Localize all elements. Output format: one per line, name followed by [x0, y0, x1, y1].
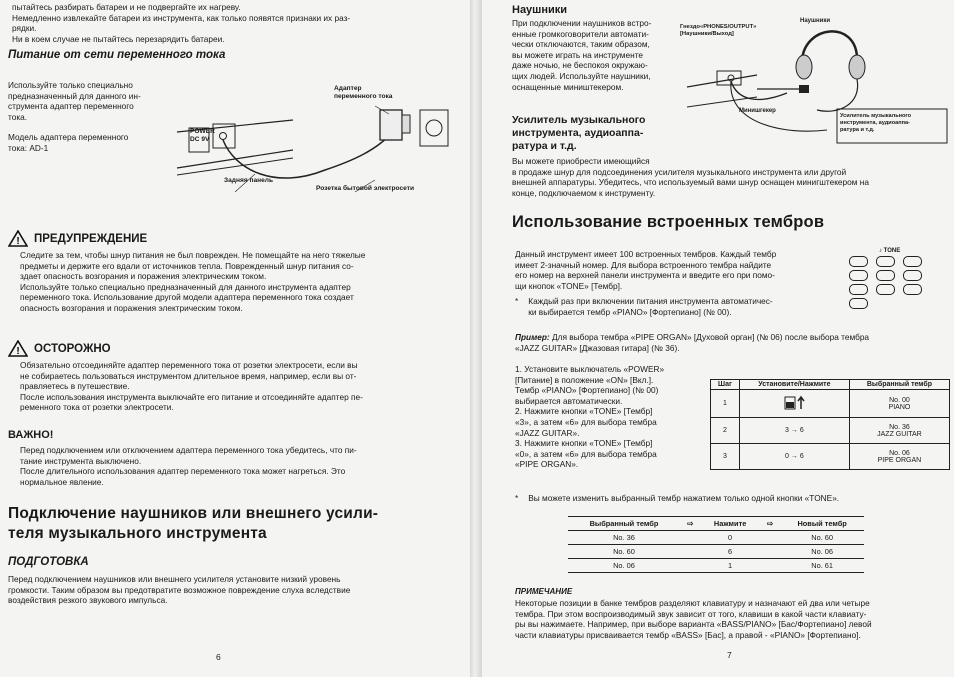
- example-text: Пример: Для выбора тембра «PIPE ORGAN» [Духовой орган] (№ 06) после выбора тембра «JAZZ GUITAR» [Джазовая гитара] (№ 36).: [515, 332, 870, 353]
- tone-key-4[interactable]: [849, 270, 868, 281]
- tone-key-3[interactable]: [903, 284, 922, 295]
- caution-heading: ! ОСТОРОЖНО: [8, 340, 111, 357]
- amplifier-title: Усилитель музыкального инструмента, аудиоаппа- ратура и т.д.: [512, 114, 646, 152]
- page-number: 7: [727, 650, 732, 660]
- miniplug-label: Минишгекер: [739, 108, 776, 114]
- rear-panel-label: Задняя панель: [224, 177, 274, 184]
- one-key-note: * Вы можете изменить выбранный тембр нажатием только одной кнопки «TONE».: [515, 493, 840, 503]
- step-table: Шаг Установите/Нажмите Выбранный тембр 1 No. 00 PIANO 2 3 → 6 No. 36 JAZZ GUITAR 3 0 → 6 No. 06 PIPE ORGAN: [710, 379, 950, 470]
- right-page: [482, 0, 954, 677]
- tones-intro-text: Данный инструмент имеет 100 встроенных тембров. Каждый тембр имеет 2-значный номер. Для выбора встроенного тембра найдите его номер на верхней панели инструмента и введите его при помо- щи кнопок «TONE» [Тембр].: [515, 249, 777, 291]
- page-number: 6: [216, 652, 221, 662]
- battery-text: пытайтесь разбирать батареи и не подвергайте их нагреву. Немедленно извлекайте батареи из инструмента, как только появятся признаки их раз- рядки. Ни в коем случае не пытайтесь перезарядить батареи.: [12, 2, 351, 44]
- tone-key-5[interactable]: [876, 270, 895, 281]
- adapter-illustration: [175, 80, 465, 198]
- warning-text: Следите за тем, чтобы шнур питания не был поврежден. Не помещайте на него тяжелые предметы и держите его вдали от источников тепла. Поврежденный шнур питания со- здает опасность возгорания и поражения электрическим током. Используйте только специально предназначенный для данного инструмента адаптер переменного тока. Использование другой модели адаптера переменного тока создает опасность возгорания и поражения электрическим током.: [20, 250, 366, 313]
- headphones-text: При подключении наушников встро- енные громкоговорители автомати- чески отключаются, таким образом, вы можете играть на инструменте даже ночью, не беспокоя окружаю- щих людей. Используйте наушники, оснащенные миништекером.: [512, 18, 652, 92]
- tones-section-title: Использование встроенных тембров: [512, 213, 825, 231]
- jack-label: POWER DC 9V: [190, 128, 215, 143]
- socket-label: Розетка бытовой электросети: [316, 185, 415, 192]
- caution-text: Обязательно отсоединяйте адаптер переменного тока от розетки электросети, если вы не собираетесь пользоваться инструментом длительное время, например, если вы от- правляетесь в путешествие. После использования инструмента выключайте его питание и отсоединяйте адаптер пе- ременного тока от розетки электросети.: [20, 360, 363, 413]
- note-title: ПРИМЕЧАНИЕ: [515, 587, 573, 596]
- power-on-note: * Каждый раз при включении питания инструмента автоматичес- ки выбирается тембр «PIANO» [Фортепиано] (№ 00).: [515, 296, 773, 317]
- power-switch-icon: [779, 394, 809, 412]
- tone-key-9[interactable]: [903, 256, 922, 267]
- tone-key-7[interactable]: [849, 256, 868, 267]
- tone-panel-label: ♪ TONE: [879, 248, 901, 254]
- svg-text:!: !: [16, 236, 20, 247]
- book-gutter: [470, 0, 482, 677]
- warning-icon: [8, 230, 28, 247]
- tone-key-1[interactable]: [849, 284, 868, 295]
- important-title: ВАЖНО!: [8, 429, 54, 441]
- preparation-text: Перед подключением наушников или внешнего усилителя установите низкий уровень громкости. Таким образом вы предотвратите возможное повреждение слуха вследствие воздействия резкого звукового импульса.: [8, 574, 351, 606]
- tone-key-8[interactable]: [876, 256, 895, 267]
- ac-power-text: Используйте только специально предназначенный для данного ин- струмента адаптер переменного тока. Модель адаптера переменного тока: AD-1: [8, 80, 141, 153]
- headphones-title: Наушники: [512, 4, 568, 16]
- preparation-title: ПОДГОТОВКА: [8, 556, 89, 568]
- tone-key-0[interactable]: [849, 298, 868, 309]
- amplifier-label: Усилитель музыкального инструмента, аудиоаппа- ратура и т.д.: [840, 113, 912, 133]
- tone-change-table: Выбранный тембр ⇨ Нажмите ⇨ Новый тембр No. 36 0 No. 60 No. 60 6 No. 06 No. 06 1 No. 61: [568, 516, 864, 573]
- tone-keypad: [849, 248, 949, 309]
- warning-heading: ! ПРЕДУПРЕЖДЕНИЕ: [8, 230, 147, 247]
- note-text: Некоторые позиции в банке тембров разделяют клавиатуру и назначают ей два или четыре тембра. При этом воспроизводимый звук зависит от того, клавиши в какой части клавиату- ры вы нажимаете. Например, при выборе варианта «BASS/PIANO» [Бас/Фортепиано] левой части клавиатуры присваивается тембр «BASS» [Бас], а правой - «PIANO» [Фортепиано].: [515, 598, 872, 640]
- connect-section-title: Подключение наушников или внешнего усили- теля музыкального инструмента: [8, 505, 379, 542]
- svg-text:!: !: [16, 346, 20, 357]
- ac-power-title: Питание от сети переменного тока: [8, 49, 226, 61]
- left-page: [0, 0, 470, 677]
- amplifier-text: Вы можете приобрести имеющийся в продаже шнур для подсоединения усилителя музыкального инструмента или другой внешней аппаратуры. Убедитесь, что используемый вами шнур оснащен минигштекером на конце, подключаемом к инструменту.: [512, 156, 869, 198]
- tone-key-6[interactable]: [903, 270, 922, 281]
- headphones-label: Наушники: [800, 18, 831, 24]
- jack-label: Гнездо«PHONES/OUTPUT» [Наушники/Выход]: [680, 24, 757, 37]
- adapter-label: Адаптер переменного тока: [334, 85, 393, 100]
- important-text: Перед подключением или отключением адаптера переменного тока убедитесь, что пи- тание инструмента выключено. После длительного использования адаптер переменного тока может нагреться. Это нормальное явление.: [20, 445, 357, 487]
- steps-list: 1. Установите выключатель «POWER» [Питание] в положение «ON» [Вкл.]. Тембр «PIANO» [Фортепиано] (№ 00) выбирается автоматически. 2. Нажмите кнопки «TONE» [Тембр] «3», а затем «6» для выбора тембра «JAZZ GUITAR». 3. Нажмите кнопки «TONE» [Тембр] «0», а затем «6» для выбора тембра «PIPE ORGAN».: [515, 364, 665, 470]
- caution-icon: [8, 340, 28, 357]
- tone-key-2[interactable]: [876, 284, 895, 295]
